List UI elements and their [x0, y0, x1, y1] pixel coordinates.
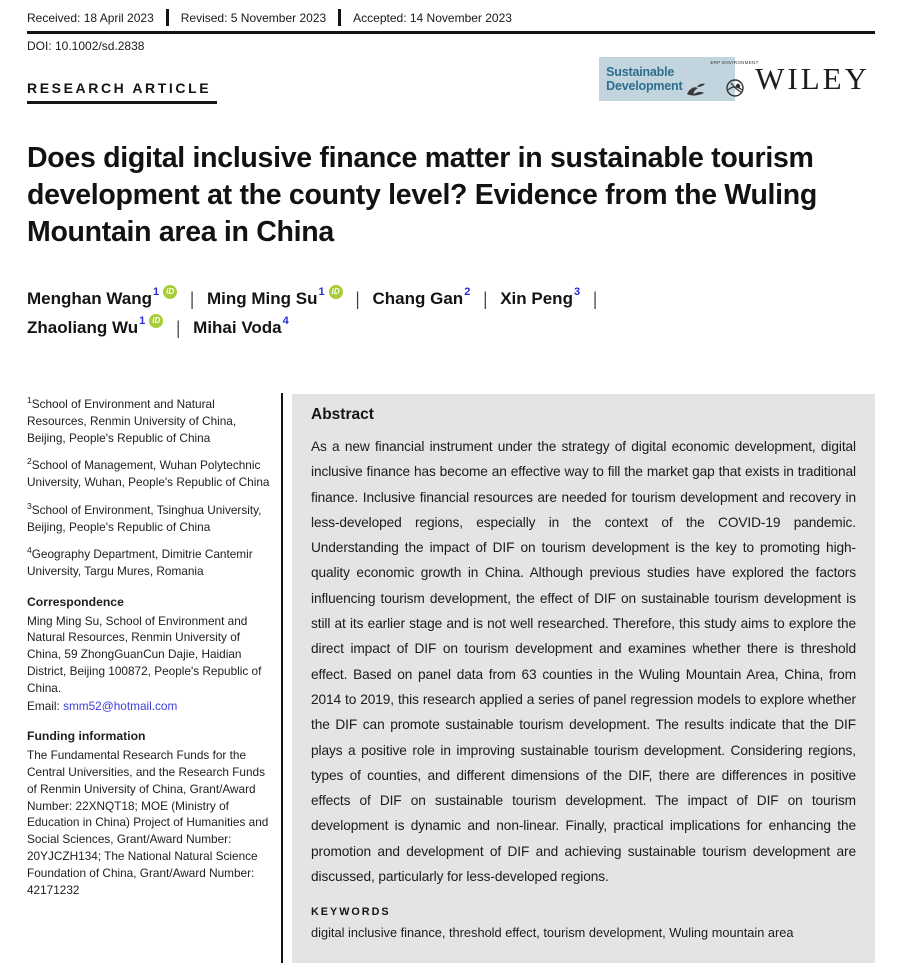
author-affiliation-sup: 3 — [573, 286, 581, 298]
author-name: Xin Peng — [500, 289, 573, 308]
correspondence-heading: Correspondence — [27, 594, 124, 609]
header-logos — [599, 57, 870, 101]
author-name: Mihai Voda — [193, 318, 282, 337]
dates-bar — [27, 9, 875, 26]
author-affiliation-sup: 2 — [464, 286, 471, 298]
abstract-text: As a new financial instrument under the strategy of digital economic development, digital inclusive finance has become an effective way to fill the market gap that exists in traditional finance. Inclusive financial resources are needed for tourism development and recovery in less-developed regions, especially in the context of the COVID-19 pandemic. Understanding the impact of DIF on tourism development is the key to promoting high-quality economic growth in China. Although previous studies have explored the factors influencing tourism development, the effect of DIF on sustainable tourism development is still at its earlier stage and is not well researched. Therefore, this study aims to explore the direct impact of DIF on tourism development and examines whether there is threshold effect. Based on panel data from 63 counties in the Wuling Mountain Area, China, from 2014 to 2019, this research applied a series of panel regression models to explore whether the DIF can promote sustainable tourism development. The results indicate that the DIF plays a positive role in improving sustainable tourism development. Considering regions, types of counties, and different dimensions of the DIF, there are differences in positive effects of DIF on sustainable tourism development. The impact of DIF on tourism development is dynamic and non-linear. Finally, practical implications for enhancing the promotion and development of DIF and achieving sustainable tourism development are discussed, particularly for less-developed regions. — [311, 439, 856, 885]
keywords-heading: KEYWORDS — [311, 906, 391, 919]
affiliations-list — [27, 392, 277, 580]
funding-heading: Funding information — [27, 729, 146, 744]
author-separator: | — [483, 288, 488, 310]
abstract-box — [292, 394, 875, 963]
affiliation: $^4$Geography Department, Dimitrie Cantemir University, Targu Mures, Romania — [27, 545, 253, 579]
affiliation-sup: 3 — [27, 500, 32, 511]
journal-logo-line1: Sustainable — [606, 65, 675, 79]
author-separator: | — [593, 288, 597, 310]
author-separator: | — [355, 288, 360, 310]
correspondence-text: Ming Ming Su, School of Environment and Natural Resources, Renmin University of China, 59 ZhongGuanCun Dajie, Haidian District, Beijing 100872, People's Republic of China. — [27, 613, 262, 695]
revised-date: Revised: 5 November 2023 — [180, 11, 327, 25]
journal-logo-title — [606, 65, 682, 93]
author — [372, 286, 471, 309]
funding-text: The Fundamental Research Funds for the Central Universities, and the Research Funds of Renmin University of China, Grant/Award Number: 22XNQT18; MOE (Ministry of Education in China) Project of Humanities and Social Sciences, Grant/Award Number: 20YJCZH134; The National Natural Science Foundation of China, Grant/Award Number: 42171232 — [27, 748, 269, 897]
author-name: Ming Ming Su — [207, 289, 318, 308]
author-name: Menghan Wang — [27, 289, 152, 308]
email-link[interactable]: smm52@hotmail.com — [63, 698, 178, 713]
received-date: Received: 18 April 2023 — [27, 11, 154, 25]
keywords-text: digital inclusive finance, threshold effect, tourism development, Wuling mountain area — [311, 925, 794, 941]
author-name: Chang Gan — [372, 289, 464, 308]
bird-icon — [685, 60, 707, 98]
column-divider — [281, 393, 283, 963]
authors-line — [27, 286, 617, 339]
article-type-label: RESEARCH ARTICLE — [27, 80, 217, 104]
affiliation-sup: 4 — [27, 545, 32, 556]
author-name: Zhaoliang Wu — [27, 318, 139, 337]
author-separator: | — [176, 317, 181, 339]
dates-divider — [338, 9, 341, 26]
affiliation: $^1$School of Environment and Natural Resources, Renmin University of China, Beijing, People's Republic of China — [27, 395, 237, 445]
wiley-logo: WILEY — [755, 61, 870, 96]
author — [193, 315, 289, 338]
author-separator: | — [190, 288, 194, 310]
orcid-icon[interactable]: iD — [149, 314, 163, 328]
affiliation-sup: 1 — [27, 395, 32, 405]
affiliation-sup: 2 — [27, 456, 32, 467]
doi: DOI: 10.1002/sd.2838 — [27, 39, 145, 53]
author-affiliation-sup: 1 — [318, 286, 325, 298]
left-column — [27, 392, 277, 898]
author — [500, 286, 581, 309]
affiliation: $^3$School of Environment, Tsinghua University, Beijing, People's Republic of China — [27, 500, 262, 534]
author-affiliation-sup: 1 — [152, 286, 160, 298]
orcid-icon[interactable]: iD — [329, 285, 343, 299]
globe-icon — [725, 78, 745, 98]
correspondence-email-row — [27, 698, 277, 715]
author-affiliation-sup: 1 — [139, 315, 146, 327]
erp-environment-label: ERP ENVIRONMENT — [710, 60, 759, 65]
author — [27, 315, 163, 338]
dates-divider — [166, 9, 169, 26]
journal-logo-line2: Development — [606, 79, 683, 93]
author — [207, 286, 343, 309]
orcid-icon[interactable]: iD — [163, 285, 177, 299]
author-affiliation-sup: 4 — [282, 315, 289, 327]
paper-title: Does digital inclusive finance matter in sustainable tourism development at the county level? Evidence from the Wuling Mountain area in China — [27, 142, 818, 248]
header-rule — [27, 31, 875, 34]
accepted-date: Accepted: 14 November 2023 — [353, 11, 512, 25]
journal-logo-emblem — [710, 60, 758, 98]
abstract-heading: Abstract — [311, 406, 374, 423]
affiliation: $^2$School of Management, Wuhan Polytechnic University, Wuhan, People's Republic of China — [27, 456, 270, 490]
author — [27, 286, 177, 309]
journal-logo — [599, 57, 759, 101]
email-label: Email: — [27, 698, 64, 713]
